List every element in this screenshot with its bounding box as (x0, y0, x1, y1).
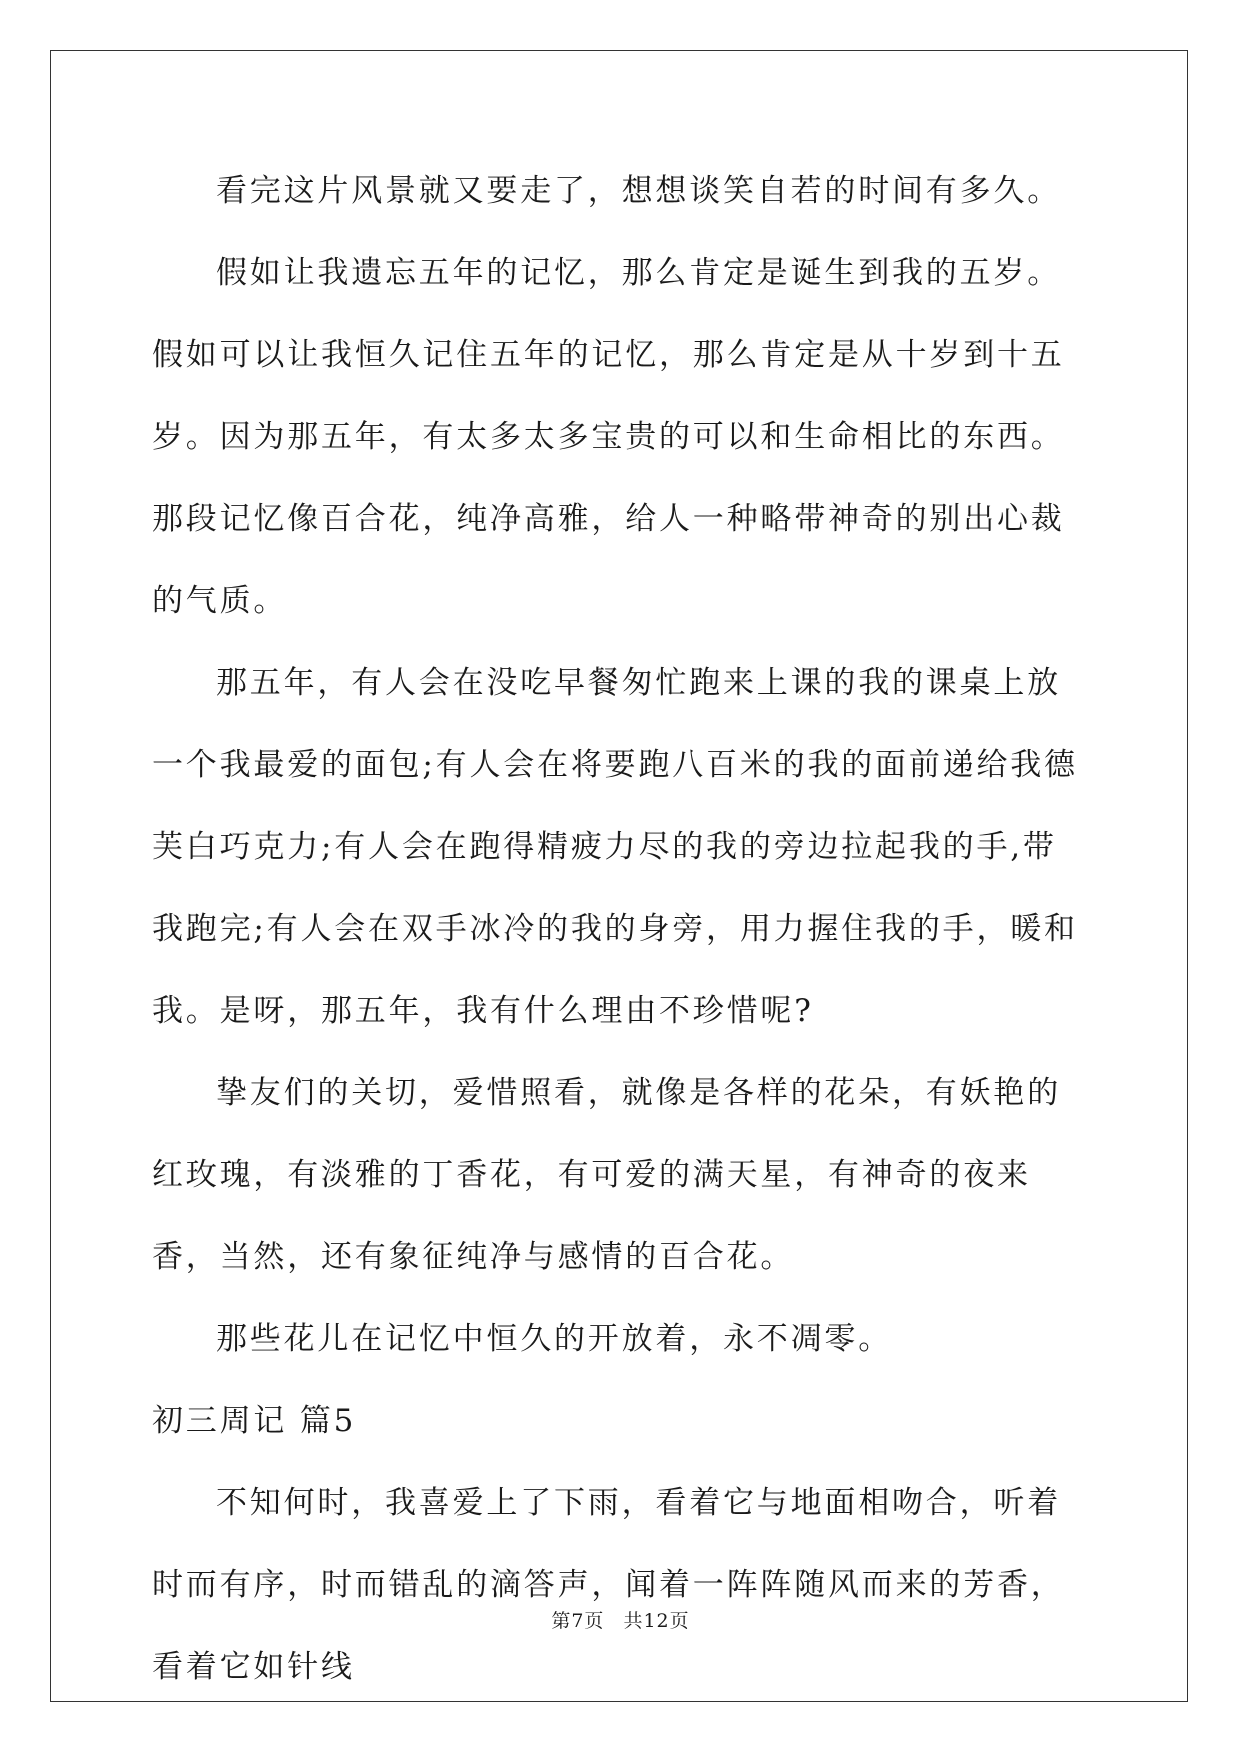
paragraph-4: 挚友们的关切，爱惜照看，就像是各样的花朵，有妖艳的红玫瑰，有淡雅的丁香花，有可爱的满天星，有神奇的夜来香，当然，还有象征纯净与感情的百合花。 (152, 1075, 1061, 1275)
section-paragraph-1: 不知何时，我喜爱上了下雨，看着它与地面相吻合，听着时而有序，时而错乱的滴答声，闻着一阵阵随风而来的芳香，看着它如针线 (152, 1485, 1065, 1685)
paragraph-3: 那五年，有人会在没吃早餐匆忙跑来上课的我的课桌上放一个我最爱的面包;有人会在将要跑八百米的我的面前递给我德芙白巧克力;有人会在跑得精疲力尽的我的旁边拉起我的手,带我跑完;有人会在双手冰冷的我的身旁，用力握住我的手，暖和我。是呀，那五年，我有什么理由不珍惜呢? (152, 665, 1078, 1029)
page-number-current: 第7页 (551, 1610, 605, 1632)
section-heading: 初三周记 篇5 (152, 1403, 357, 1439)
paragraph-5: 那些花儿在记忆中恒久的开放着，永不凋零。 (216, 1321, 892, 1357)
page-footer (0, 1606, 1241, 1633)
page-number-total: 共12页 (623, 1610, 690, 1632)
document-body (152, 150, 1087, 1708)
paragraph-1: 看完这片风景就又要走了，想想谈笑自若的时间有多久。 (216, 173, 1061, 209)
paragraph-2: 假如让我遗忘五年的记忆，那么肯定是诞生到我的五岁。假如可以让我恒久记住五年的记忆，那么肯定是从十岁到十五岁。因为那五年，有太多太多宝贵的可以和生命相比的东西。那段记忆像百合花，纯净高雅，给人一种略带神奇的别出心裁的气质。 (152, 255, 1065, 619)
